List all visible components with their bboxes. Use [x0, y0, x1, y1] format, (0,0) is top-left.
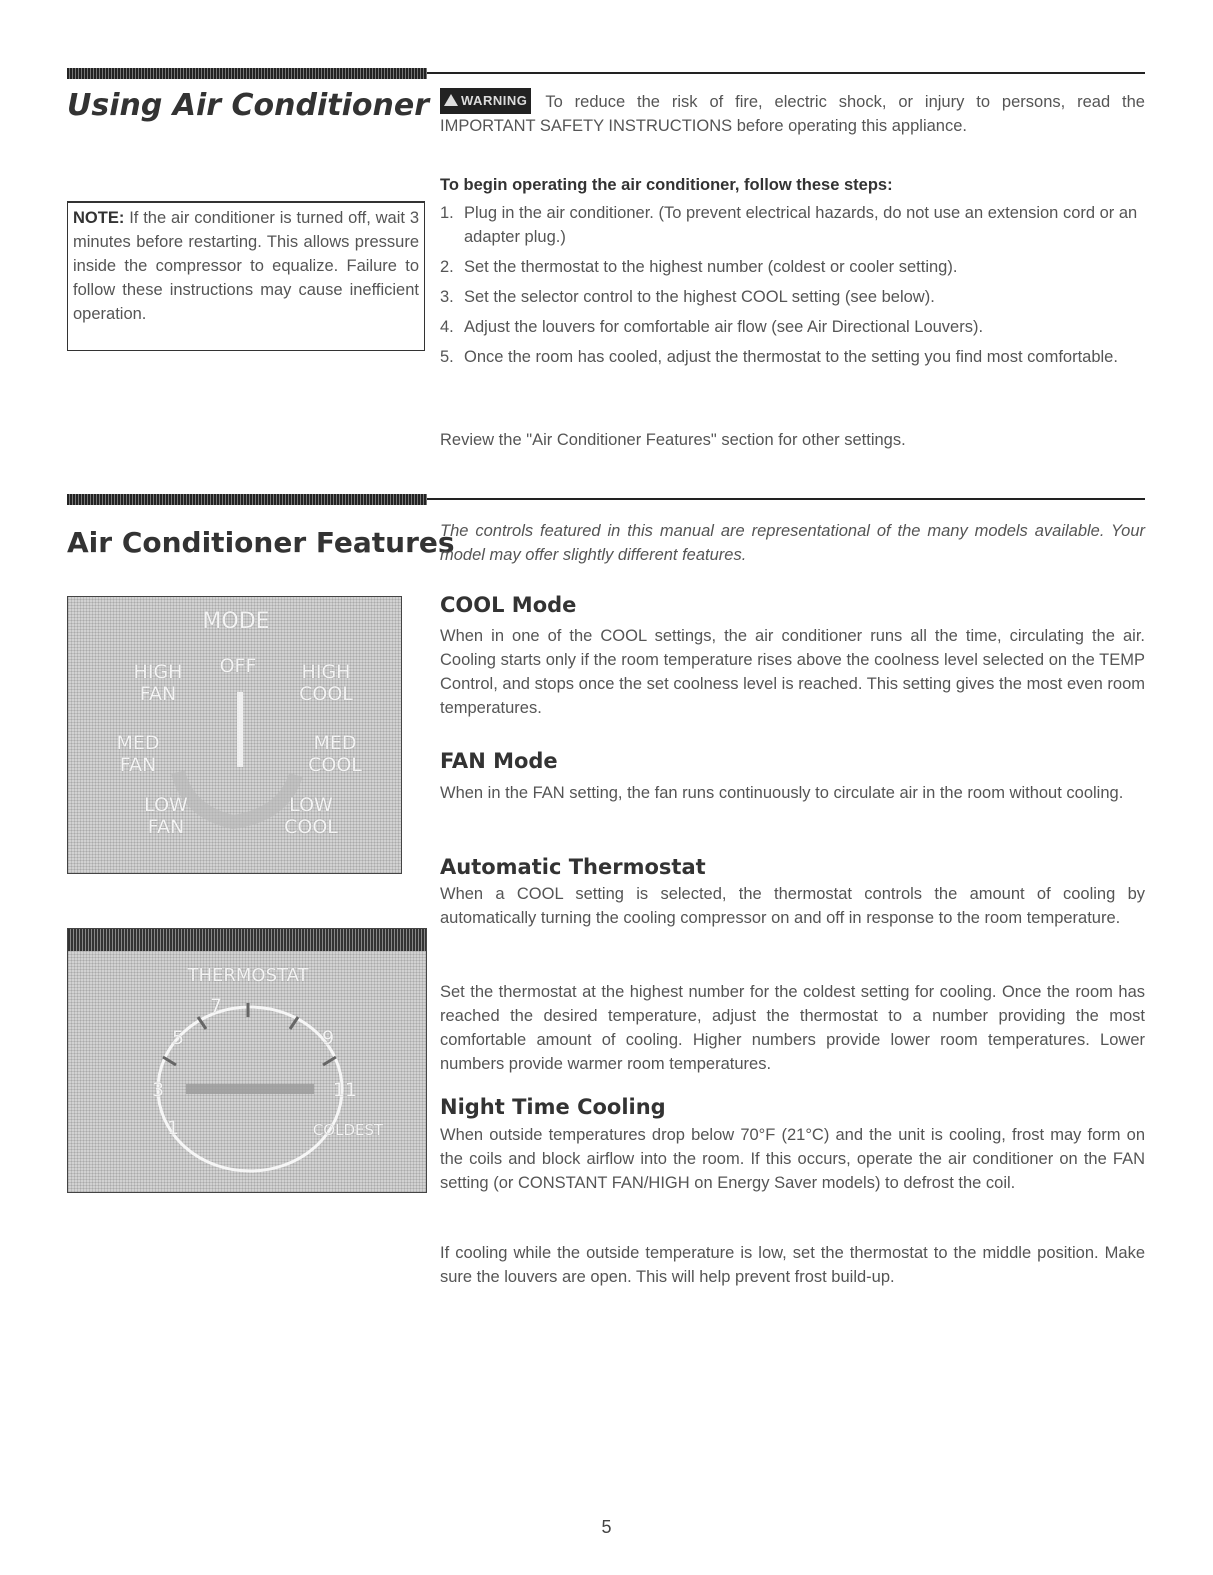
step-text: Set the selector control to the highest COOL setting (see below).: [464, 288, 935, 306]
cool-mode-text: When in one of the COOL settings, the air conditioner runs all the time, circulating the air. Cooling starts only if the room temperature rises above the coolness level selected on the TEMP Control, and stops once the set coolness level is reached. This setting gives the most even room temperatures.: [440, 627, 1145, 717]
mode-high-cool-label: HIGH COOL: [299, 661, 353, 705]
step-number: 2.: [440, 258, 454, 276]
mode-high-fan-label: HIGH FAN: [133, 661, 183, 705]
section-rule-block: [67, 68, 427, 79]
mode-control-image: [67, 596, 402, 874]
step-text: Plug in the air conditioner. (To prevent electrical hazards, do not use an extension cord or an adapter plug.): [464, 204, 1138, 246]
mode-off-label: OFF: [219, 655, 257, 677]
step-number: 3.: [440, 288, 454, 306]
steps-heading: To begin operating the air conditioner, follow these steps:: [440, 176, 893, 194]
section-rule-block: [67, 494, 427, 505]
night-time-cooling-text-1: When outside temperatures drop below 70°F (21°C) and the unit is cooling, frost may form on the coils and block airflow into the room. If this occurs, operate the air conditioner on the FAN setting (or CONSTANT FAN/HIGH on Energy Saver models) to defrost the coil.: [440, 1126, 1145, 1192]
list-item: [440, 201, 1145, 249]
fan-mode-heading: FAN Mode: [440, 749, 558, 773]
mode-med-cool-label: MED COOL: [308, 732, 362, 776]
section-title-using-ac: Using Air Conditioner: [67, 88, 429, 123]
mode-low-fan-label: LOW FAN: [144, 794, 188, 838]
mode-title: MODE: [202, 609, 270, 634]
list-item: [440, 285, 1145, 309]
step-text: Adjust the louvers for comfortable air flow (see Air Directional Louvers).: [464, 318, 984, 336]
thermostat-control-image: [67, 928, 427, 1193]
note-box: [67, 201, 425, 351]
night-time-cooling-text-2: If cooling while the outside temperature is low, set the thermostat to the middle position. Make sure the louvers are open. This will help prevent frost build-up.: [440, 1244, 1145, 1286]
warning-triangle-icon: [444, 94, 458, 106]
thermostat-mark-1: 1: [166, 1117, 180, 1139]
thermostat-mark-9: 9: [321, 1027, 335, 1049]
section-rule-line: [427, 498, 1145, 500]
thermostat-mark-3: 3: [151, 1079, 165, 1101]
section-rule-line: [427, 72, 1145, 74]
automatic-thermostat-text-1: When a COOL setting is selected, the thermostat controls the amount of cooling by automatically turning the cooling compressor on and off in response to the room temperature.: [440, 885, 1145, 927]
list-item: [440, 315, 1145, 339]
automatic-thermostat-heading: Automatic Thermostat: [440, 855, 706, 879]
thermostat-mark-11: 11: [332, 1079, 358, 1101]
review-text: Review the "Air Conditioner Features" section for other settings.: [440, 431, 906, 449]
step-number: 1.: [440, 204, 454, 222]
list-item: [440, 255, 1145, 279]
thermostat-title: THERMOSTAT: [187, 965, 309, 986]
automatic-thermostat-text-2: Set the thermostat at the highest number for the coldest setting for cooling. Once the room has reached the desired temperature, adjust the thermostat to a number providing the most comfortable amount of cooling. Higher numbers provide lower room temperatures. Lower numbers provide warmer room temperatures.: [440, 983, 1145, 1073]
thermostat-coldest-label: COLDEST: [312, 1121, 384, 1139]
step-text: Set the thermostat to the highest number (coldest or cooler setting).: [464, 258, 958, 276]
step-text: Once the room has cooled, adjust the thermostat to the setting you find most comfortable.: [464, 348, 1118, 366]
page-number: 5: [601, 1517, 612, 1537]
step-number: 4.: [440, 318, 454, 336]
step-number: 5.: [440, 348, 454, 366]
thermostat-mark-5: 5: [171, 1027, 185, 1049]
steps-block: [440, 173, 1145, 369]
note-text: If the air conditioner is turned off, wait 3 minutes before restarting. This allows pressure inside the compressor to equalize. Failure to follow these instructions may cause inefficient operation.: [73, 209, 420, 323]
section-title-features: Air Conditioner Features: [67, 526, 455, 559]
warning-text: To reduce the risk of fire, electric shock, or injury to persons, read the IMPORTANT SAFETY INSTRUCTIONS before operating this appliance.: [440, 93, 1145, 135]
cool-mode-heading: COOL Mode: [440, 593, 577, 617]
warning-badge: WARNING: [440, 88, 531, 114]
features-intro: The controls featured in this manual are representational of the many models available. Your model may offer slightly different features.: [440, 522, 1145, 564]
mode-med-fan-label: MED FAN: [116, 732, 160, 776]
thermostat-mark-7: 7: [209, 995, 223, 1017]
night-time-cooling-heading: Night Time Cooling: [440, 1095, 666, 1119]
warning-paragraph: [440, 88, 1145, 138]
fan-mode-text: When in the FAN setting, the fan runs continuously to circulate air in the room without cooling.: [440, 784, 1124, 802]
list-item: [440, 345, 1145, 369]
mode-low-cool-label: LOW COOL: [284, 794, 338, 838]
steps-list: [440, 201, 1145, 369]
note-label: NOTE:: [73, 209, 125, 227]
